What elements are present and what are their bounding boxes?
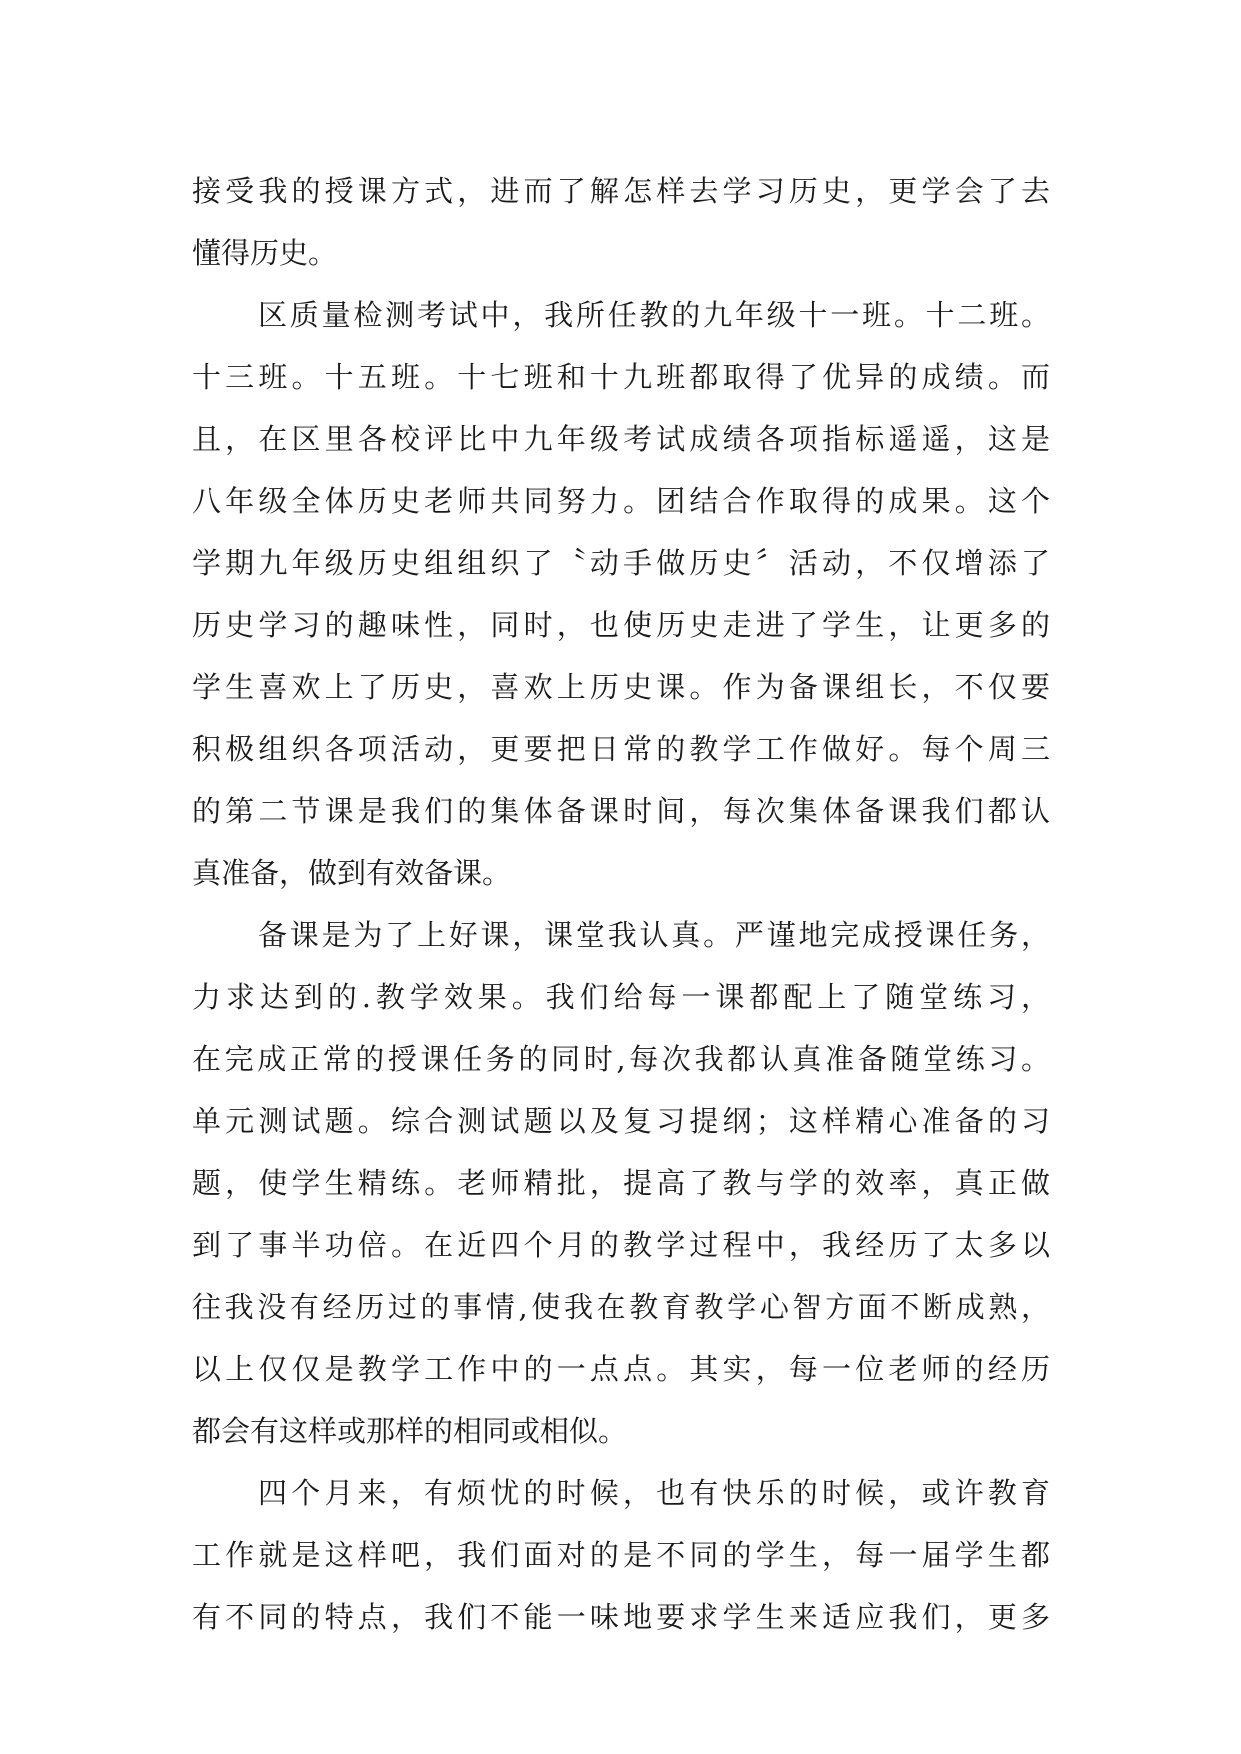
text-line: 题，使学生精练。老师精批，提高了教与学的效率，真正做 [192,1166,1050,1200]
paragraph-3 [192,904,1050,1462]
text-line: 学生喜欢上了历史，喜欢上历史课。作为备课组长，不仅要 [192,670,1050,704]
text-line: 在完成正常的授课任务的同时,每次我都认真准备随堂练习。 [192,1042,1050,1076]
text-line: 学期九年级历史组组织了〝动手做历史〞活动，不仅增添了 [192,546,1050,580]
paragraph-4 [192,1462,1050,1648]
text-line: 且，在区里各校评比中九年级考试成绩各项指标遥遥，这是 [192,422,1050,456]
text-line: 以上仅仅是教学工作中的一点点。其实，每一位老师的经历 [192,1352,1050,1386]
text-line: 有不同的特点，我们不能一味地要求学生来适应我们，更多 [192,1600,1050,1634]
paragraph-1 [192,160,1050,284]
text-line: 力求达到的.教学效果。我们给每一课都配上了随堂练习， [192,980,1050,1014]
text-line: 懂得历史。 [192,236,338,270]
text-line: 积极组织各项活动，更要把日常的教学工作做好。每个周三 [192,732,1050,766]
text-line: 真准备，做到有效备课。 [192,856,512,890]
text-line: 的第二节课是我们的集体备课时间，每次集体备课我们都认 [192,794,1050,828]
text-line: 十三班。十五班。十七班和十九班都取得了优异的成绩。而 [192,360,1050,394]
text-line: 单元测试题。综合测试题以及复习提纲；这样精心准备的习 [192,1104,1050,1138]
text-line: 历史学习的趣味性，同时，也使历史走进了学生，让更多的 [192,608,1050,642]
text-line: 八年级全体历史老师共同努力。团结合作取得的成果。这个 [192,484,1050,518]
text-line: 往我没有经历过的事情,使我在教育教学心智方面不断成熟， [192,1290,1050,1324]
text-line: 都会有这样或那样的相同或相似。 [192,1414,628,1448]
text-line: 区质量检测考试中，我所任教的九年级十一班。十二班。 [258,298,1050,332]
paragraph-2 [192,284,1050,904]
text-line: 接受我的授课方式，进而了解怎样去学习历史，更学会了去 [192,174,1050,208]
text-line: 四个月来，有烦忧的时候，也有快乐的时候，或许教育 [258,1476,1050,1510]
text-line: 到了事半功倍。在近四个月的教学过程中，我经历了太多以 [192,1228,1050,1262]
text-line: 备课是为了上好课，课堂我认真。严谨地完成授课任务， [258,918,1050,952]
text-line: 工作就是这样吧，我们面对的是不同的学生，每一届学生都 [192,1538,1050,1572]
document-body [192,160,1050,1648]
